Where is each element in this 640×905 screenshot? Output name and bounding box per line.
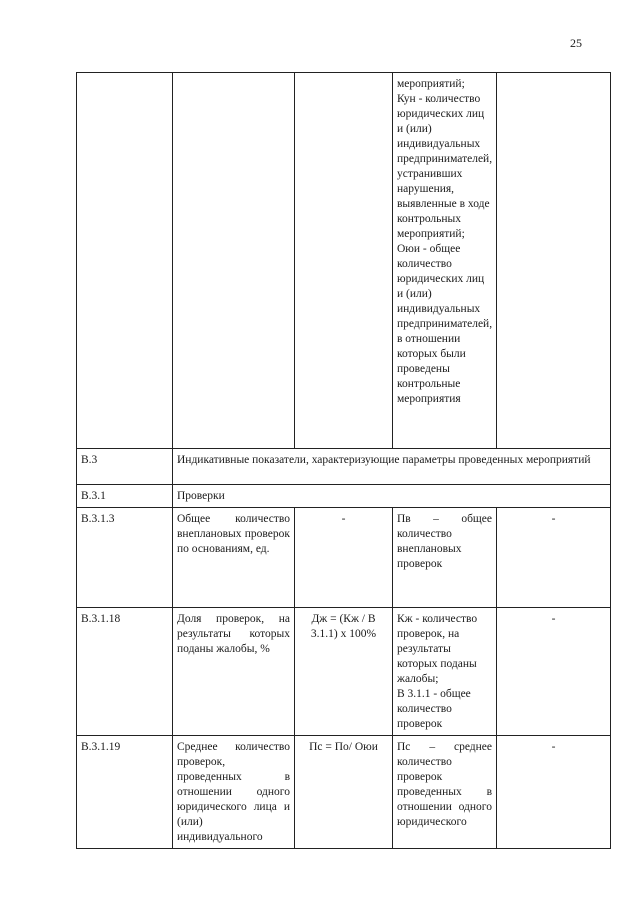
table-row-section-b31 [77,485,611,508]
cell-name: Среднее количество проверок, проведенных в отношении одного юридического лица и (или) индивидуального [173,736,295,849]
cell-source: - [497,608,611,736]
cell-source: - [497,736,611,849]
section-title: Проверки [173,485,611,508]
cell-code [77,73,173,449]
cell-source [497,73,611,449]
cell-source: - [497,508,611,608]
cell-description: мероприятий; Кун - количество юридических лиц и (или) индивидуальных предпринимателей, устранивших нарушения, выявленные в ходе контрольных мероприятий; Оюи - общее количество юридических лиц и (или) индивидуальных предпринимателей, в отношении которых были проведены контрольные мероприятия [393,73,497,449]
cell-code: В.3.1.19 [77,736,173,849]
table-row-continuation [77,73,611,449]
cell-formula [295,73,393,449]
section-title: Индикативные показатели, характеризующие параметры проведенных мероприятий [173,449,611,485]
page-number: 25 [570,36,582,50]
table-row-b3118 [77,608,611,736]
table-row-b3119 [77,736,611,849]
cell-code: В.3.1 [77,485,173,508]
cell-description: Пв – общее количество внеплановых проверок [393,508,497,608]
cell-name [173,73,295,449]
table-row-section-b3 [77,449,611,485]
indicators-table [76,72,611,849]
cell-description: Пс – среднее количество проверок проведенных в отношении одного юридического [393,736,497,849]
cell-description: Кж - количество проверок, на результаты которых поданы жалобы; В 3.1.1 - общее количество проверок [393,608,497,736]
cell-formula: - [295,508,393,608]
cell-formula: Пс = По/ Оюи [295,736,393,849]
cell-code: В.3 [77,449,173,485]
cell-code: В.3.1.3 [77,508,173,608]
cell-formula: Дж = (Кж / В 3.1.1) х 100% [295,608,393,736]
cell-code: В.3.1.18 [77,608,173,736]
cell-name: Общее количество внеплановых проверок по основаниям, ед. [173,508,295,608]
table-row-b313 [77,508,611,608]
cell-name: Доля проверок, на результаты которых поданы жалобы, % [173,608,295,736]
